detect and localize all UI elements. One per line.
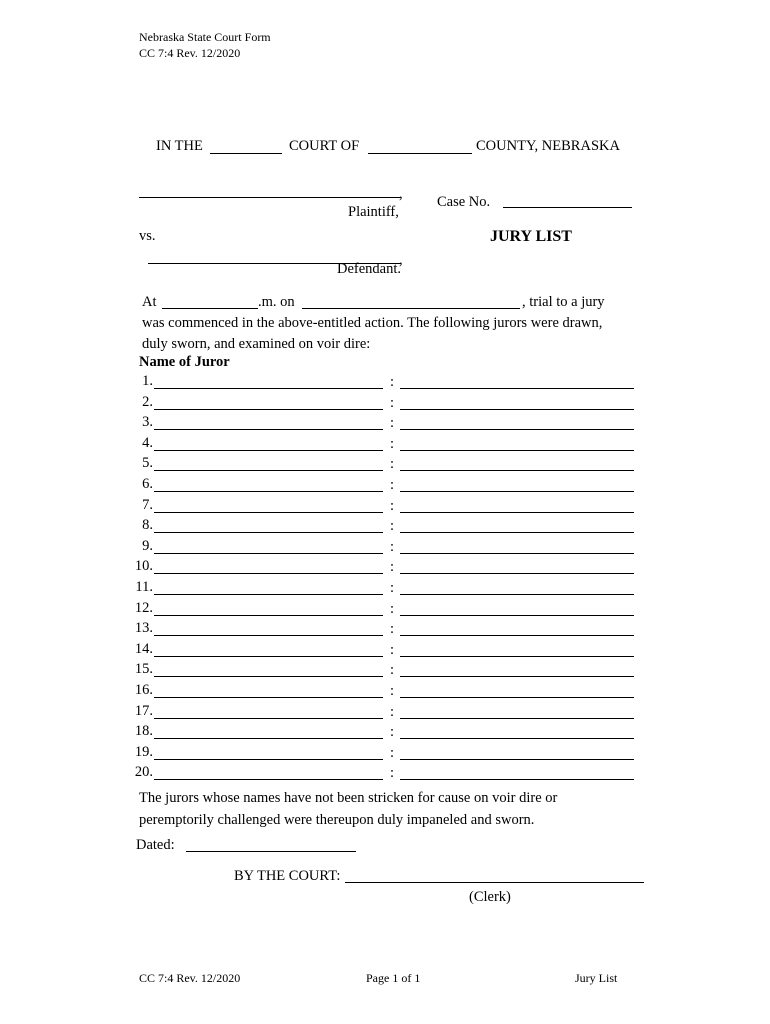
juror-number: 7. [142,496,153,513]
juror-number: 9. [142,537,153,554]
juror-detail-field[interactable] [400,779,634,780]
date-field[interactable] [302,308,520,309]
juror-detail-field[interactable] [400,738,634,739]
juror-number: 16. [134,682,153,698]
trial-label: , trial to a jury [522,294,605,310]
juror-colon: : [390,641,395,658]
juror-row [0,435,770,455]
juror-detail-field[interactable] [400,676,634,677]
juror-row [0,414,770,434]
juror-name-field[interactable] [154,409,383,410]
by-the-court-label: BY THE COURT: [234,868,341,884]
juror-colon: : [390,497,395,514]
juror-number: 20. [134,764,153,781]
juror-number: 18. [134,723,153,740]
juror-name-field[interactable] [154,759,383,760]
juror-number: 3. [142,414,153,431]
juror-colon: : [390,765,395,782]
juror-colon: : [390,744,395,761]
defendant-comma: , [399,252,403,268]
juror-colon: : [390,724,395,741]
juror-colon: : [390,518,395,535]
juror-detail-field[interactable] [400,429,634,430]
juror-number: 15. [134,661,153,678]
juror-detail-field[interactable] [400,573,634,574]
juror-name-field[interactable] [154,470,383,471]
juror-row [0,641,770,661]
defendant-label: Defendant. [337,261,402,277]
juror-detail-field[interactable] [400,512,634,513]
juror-detail-field[interactable] [400,388,634,389]
at-label: At [142,294,157,310]
juror-name-field[interactable] [154,779,383,780]
court-of-label: COURT OF [289,138,360,154]
juror-detail-field[interactable] [400,594,634,595]
juror-number: 11. [135,579,153,595]
name-of-juror-heading: Name of Juror [139,354,230,370]
juror-number: 13. [134,620,153,637]
juror-number: 5. [142,455,153,472]
juror-number: 1. [142,373,153,389]
closing-line-2: peremptorily challenged were thereupon duly impaneled and sworn. [139,812,535,828]
juror-row [0,620,770,640]
juror-detail-field[interactable] [400,409,634,410]
juror-name-field[interactable] [154,388,383,389]
clerk-signature-field[interactable] [345,882,644,883]
in-the-label: IN THE [156,138,203,154]
juror-detail-field[interactable] [400,697,634,698]
juror-row [0,373,770,393]
juror-row [0,600,770,620]
juror-name-field[interactable] [154,491,383,492]
footer-form-number: CC 7:4 Rev. 12/2020 [139,971,241,985]
m-on-label: .m. on [258,294,295,310]
case-number-field[interactable] [503,207,632,208]
juror-number: 2. [142,393,153,410]
juror-row [0,682,770,702]
body-line-2: was commenced in the above-entitled action. The following jurors were drawn, [142,315,603,331]
juror-detail-field[interactable] [400,656,634,657]
form-number-label: CC 7:4 Rev. 12/2020 [139,46,241,60]
juror-number: 6. [142,476,153,492]
juror-name-field[interactable] [154,450,383,451]
juror-detail-field[interactable] [400,759,634,760]
juror-name-field[interactable] [154,738,383,739]
body-line-3: duly sworn, and examined on voir dire: [142,336,371,352]
juror-colon: : [390,683,395,699]
juror-row [0,723,770,743]
juror-row [0,455,770,475]
dated-label: Dated: [136,837,175,853]
closing-line-1: The jurors whose names have not been stricken for cause on voir dire or [139,790,558,806]
clerk-label: (Clerk) [469,889,511,905]
juror-colon: : [390,435,395,452]
juror-colon: : [390,415,395,432]
juror-name-field[interactable] [154,615,383,616]
juror-number: 8. [142,517,153,534]
juror-row [0,497,770,517]
juror-colon: : [390,394,395,411]
juror-number: 10. [134,558,153,575]
juror-row [0,764,770,784]
county-name-field[interactable] [368,153,472,154]
juror-number: 17. [134,702,153,719]
juror-number: 4. [142,434,153,451]
juror-name-field[interactable] [154,532,383,533]
juror-detail-field[interactable] [400,532,634,533]
form-source-label: Nebraska State Court Form [139,30,271,44]
juror-colon: : [390,580,395,596]
dated-field[interactable] [186,851,356,852]
plaintiff-name-field[interactable] [139,197,401,198]
juror-row [0,538,770,558]
juror-row [0,661,770,681]
juror-name-field[interactable] [154,676,383,677]
juror-name-field[interactable] [154,512,383,513]
plaintiff-comma: , [399,186,403,202]
juror-detail-field[interactable] [400,635,634,636]
vs-label: vs. [139,228,156,244]
juror-row [0,744,770,764]
juror-row [0,394,770,414]
juror-detail-field[interactable] [400,553,634,554]
juror-row [0,579,770,599]
juror-colon: : [390,559,395,576]
juror-row [0,517,770,537]
plaintiff-label: Plaintiff, [348,204,399,220]
juror-colon: : [390,621,395,638]
juror-detail-field[interactable] [400,450,634,451]
juror-colon: : [390,538,395,555]
court-type-field[interactable] [210,153,282,154]
juror-number: 19. [134,743,153,760]
juror-name-field[interactable] [154,553,383,554]
county-nebraska-label: COUNTY, NEBRASKA [476,138,620,154]
juror-name-field[interactable] [154,656,383,657]
footer-title: Jury List [575,971,618,985]
juror-name-field[interactable] [154,594,383,595]
juror-colon: : [390,456,395,473]
juror-name-field[interactable] [154,697,383,698]
page-title: JURY LIST [490,228,572,245]
juror-detail-field[interactable] [400,491,634,492]
juror-detail-field[interactable] [400,718,634,719]
juror-name-field[interactable] [154,635,383,636]
case-no-label: Case No. [437,194,491,210]
juror-row [0,558,770,578]
juror-number: 14. [134,640,153,657]
juror-name-field[interactable] [154,429,383,430]
footer-page-number: Page 1 of 1 [366,971,421,985]
juror-colon: : [390,477,395,493]
juror-detail-field[interactable] [400,470,634,471]
juror-colon: : [390,374,395,390]
juror-row [0,476,770,496]
juror-colon: : [390,703,395,720]
juror-colon: : [390,600,395,617]
juror-colon: : [390,662,395,679]
juror-number: 12. [134,599,153,616]
juror-name-field[interactable] [154,573,383,574]
juror-detail-field[interactable] [400,615,634,616]
juror-name-field[interactable] [154,718,383,719]
time-field[interactable] [162,308,258,309]
juror-row [0,703,770,723]
